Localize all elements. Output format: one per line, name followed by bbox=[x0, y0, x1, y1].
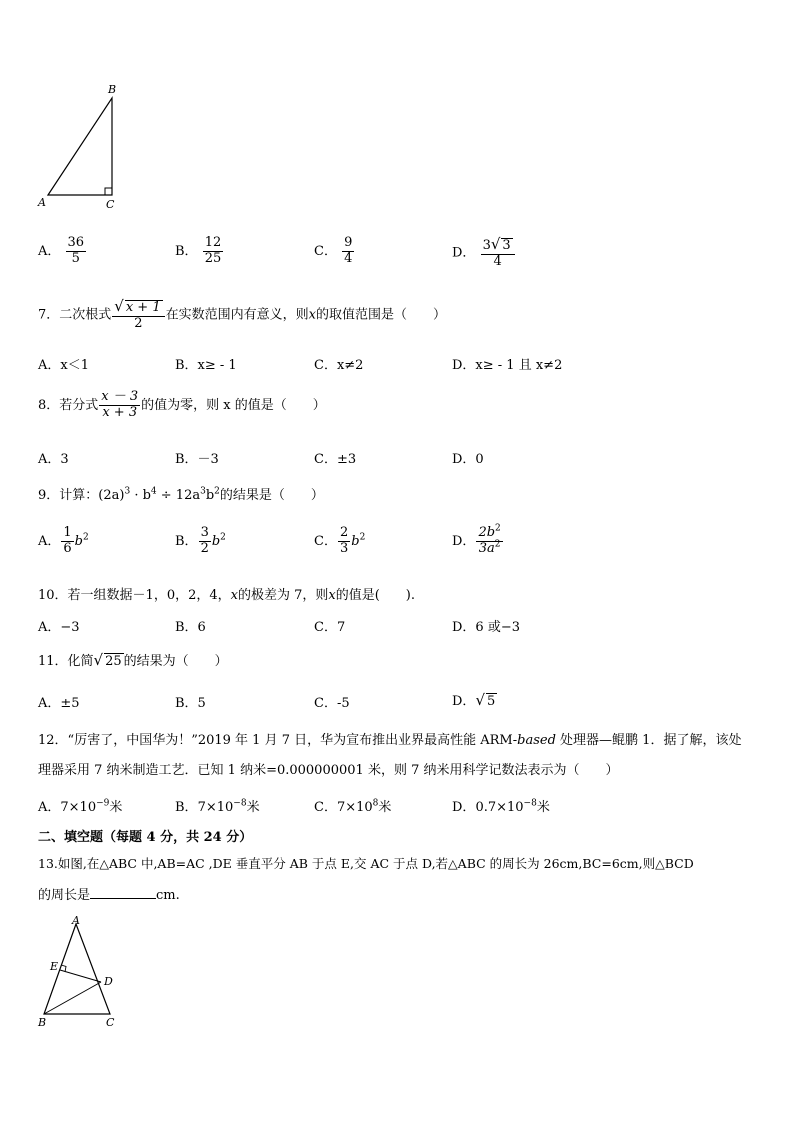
question-9: 9．计算：$(2a)^3 \cdot b^4 \div 12a^3b^2$的结果是（ ） bbox=[38, 486, 324, 503]
q6-option-d[interactable]: D． $\frac{3√ 3}{4}$ bbox=[452, 236, 516, 270]
q6-option-b[interactable]: B． $\frac{12}{25}$ bbox=[175, 235, 222, 266]
q7-option-d[interactable]: D．x≥ - 1 且 x≠2 bbox=[452, 358, 563, 373]
question-11: 11．化简√ 25 的结果为（ ） bbox=[38, 651, 228, 669]
question-13-line-1: 13.如图,在△ABC 中,AB=AC ,DE 垂直平分 AB 于点 E,交 AC 于点 D,若△ABC 的周长为 26cm,BC=6cm,则△BCD bbox=[38, 856, 694, 871]
question-10: 10．若一组数据－1，0，2，4，x的极差为 7，则x的值是( ). bbox=[38, 588, 416, 603]
triangle-abc bbox=[48, 98, 112, 195]
q10-option-c[interactable]: C．7 bbox=[314, 620, 346, 635]
answer-blank[interactable] bbox=[90, 886, 156, 899]
label-b: B bbox=[38, 1016, 47, 1029]
label-c: C bbox=[106, 198, 115, 211]
q12-option-a[interactable]: A．$7\times 10^{-9}$米 bbox=[38, 798, 123, 815]
right-triangle-figure bbox=[34, 80, 134, 215]
q12-option-c[interactable]: C．$7\times 10^8$米 bbox=[314, 798, 392, 815]
question-12-line-2: 理器采用 7 纳米制造工艺．已知 1 纳米=0.000000001 米，则 7 纳米用科学记数法表示为（ ） bbox=[38, 763, 619, 778]
right-angle-mark bbox=[105, 188, 112, 195]
q7-option-c[interactable]: C．x≠2 bbox=[314, 358, 364, 373]
q8-option-c[interactable]: C．±3 bbox=[314, 452, 357, 467]
segment-bd bbox=[44, 982, 101, 1014]
section-heading: 二、填空题（每题 4 分，共 24 分） bbox=[38, 830, 253, 845]
label-e: E bbox=[50, 960, 59, 973]
question-7: 7．二次根式 $\frac{√ x + 1}{2}$ 在实数范围内有意义，则x的取值范围是（ ） bbox=[38, 297, 446, 331]
label-d: D bbox=[104, 975, 113, 988]
q7-option-a[interactable]: A．x＜1 bbox=[38, 358, 89, 373]
label-a: A bbox=[38, 196, 46, 209]
label-c: C bbox=[106, 1016, 115, 1029]
q6-option-a[interactable]: A． $\frac{36}{5}$ bbox=[38, 235, 85, 266]
segment-de bbox=[60, 970, 101, 982]
q12-option-b[interactable]: B．$7\times 10^{-8}$米 bbox=[175, 798, 260, 815]
question-12-line-1: 12．“厉害了，中国华为！”2019 年 1 月 7 日，华为宣布推出业界最高性能 ARM-based 处理器—鲲鹏 1．据了解，该处 bbox=[38, 733, 742, 748]
q11-option-b[interactable]: B．5 bbox=[175, 696, 206, 711]
q11-option-a[interactable]: A．±5 bbox=[38, 696, 80, 711]
q9-option-d[interactable]: D． $\frac{2b^2}{3a^2}$ bbox=[452, 523, 501, 556]
q12-option-d[interactable]: D．$0.7\times 10^{-8}$米 bbox=[452, 798, 550, 815]
q10-option-a[interactable]: A．−3 bbox=[38, 620, 80, 635]
q11-option-c[interactable]: C．-5 bbox=[314, 696, 350, 711]
q8-option-d[interactable]: D．0 bbox=[452, 452, 484, 467]
q9-option-a[interactable]: A． $\frac{1}{6}$ $b^2$ bbox=[38, 525, 89, 556]
question-8: 8．若分式 $\frac{x - 3}{x + 3}$ 的值为零，则 x 的值是（ ） bbox=[38, 389, 326, 420]
q8-option-a[interactable]: A．3 bbox=[38, 452, 69, 467]
q10-option-d[interactable]: D．6 或−3 bbox=[452, 620, 520, 635]
isosceles-triangle-figure bbox=[34, 914, 134, 1032]
q9-option-b[interactable]: B． $\frac{3}{2}$ $b^2$ bbox=[175, 525, 226, 556]
label-b: B bbox=[108, 83, 117, 96]
q8-option-b[interactable]: B．－3 bbox=[175, 452, 219, 467]
q11-option-d[interactable]: D．√ 5 bbox=[452, 691, 496, 709]
q7-option-b[interactable]: B．x≥ - 1 bbox=[175, 358, 237, 373]
q6-option-c[interactable]: C． $\frac{9}{4}$ bbox=[314, 235, 353, 266]
q9-option-c[interactable]: C． $\frac{2}{3}$ $b^2$ bbox=[314, 525, 366, 556]
q10-option-b[interactable]: B．6 bbox=[175, 620, 206, 635]
label-a: A bbox=[72, 914, 80, 927]
question-13-line-2: 的周长是 cm. bbox=[38, 888, 180, 903]
